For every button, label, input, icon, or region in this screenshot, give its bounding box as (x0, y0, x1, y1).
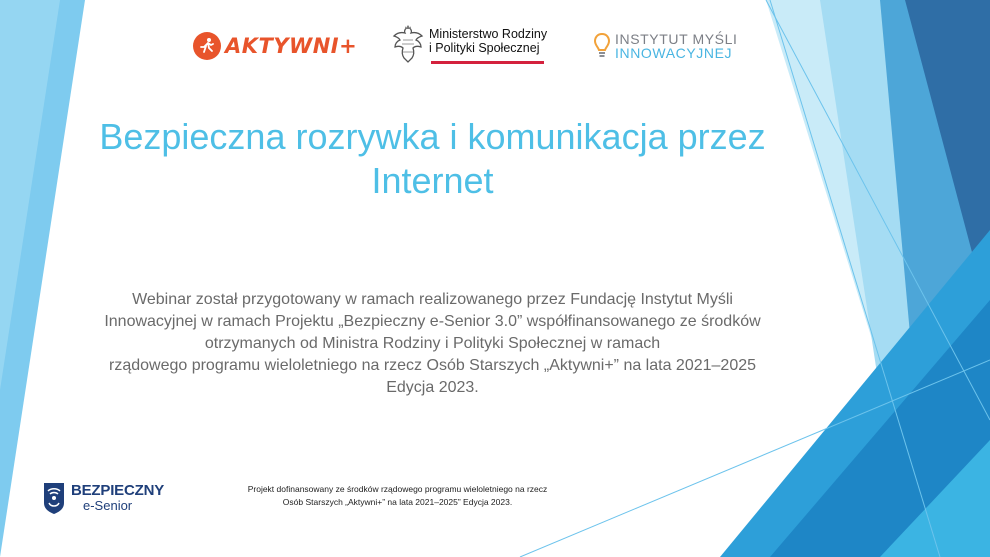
aktywni-logo (193, 30, 357, 62)
footnote-line1: Projekt dofinansowany ze środków rządowego programu wieloletniego na rzecz (247, 484, 548, 494)
ministry-logo (391, 24, 547, 68)
eagle-emblem-icon (391, 24, 425, 64)
logo-row (0, 22, 990, 70)
ministry-logo-underline (431, 61, 544, 64)
body-line: Webinar został przygotowany w ramach realizowanego przez Fundację Instytut Myśli (132, 291, 733, 308)
lightbulb-icon (592, 31, 612, 61)
footnote-line2: Osób Starszych „Aktywni+” na lata 2021–2025” Edycja 2023. (282, 497, 513, 507)
slide-title-line1: Bezpieczna rozrywka i komunikacja przez (99, 116, 766, 157)
slide-title-line2: Internet (371, 160, 494, 201)
ministry-logo-line1: Ministerstwo Rodziny (429, 27, 548, 41)
bezpieczny-logo-line1: BEZPIECZNY (71, 482, 165, 499)
ministry-logo-line2: i Polityki Społecznej (429, 41, 540, 55)
imi-logo (592, 26, 738, 66)
slide-title (80, 115, 785, 203)
imi-logo-line2: INNOWACYJNEJ (615, 45, 733, 61)
slide-body-text (70, 289, 795, 399)
bezpieczny-esenior-logo (42, 479, 164, 517)
funding-footnote (225, 483, 570, 509)
shield-wifi-icon (42, 481, 66, 515)
body-line: Edycja 2023. (386, 379, 479, 396)
body-line: Innowacyjnej w ramach Projektu „Bezpieczny e-Senior 3.0” współfinansowanego ze środków (104, 313, 761, 330)
aktywni-logo-text: AKTYWNI+ (225, 34, 358, 58)
runner-icon (193, 32, 221, 60)
bezpieczny-logo-line2: e-Senior (83, 498, 133, 513)
body-line: otrzymanych od Ministra Rodziny i Polityki Społecznej w ramach (204, 335, 661, 352)
body-line: rządowego programu wieloletniego na rzecz Osób Starszych „Aktywni+” na lata 2021–2025 (108, 357, 757, 374)
imi-logo-line1: INSTYTUT MYŚLI (615, 31, 738, 47)
